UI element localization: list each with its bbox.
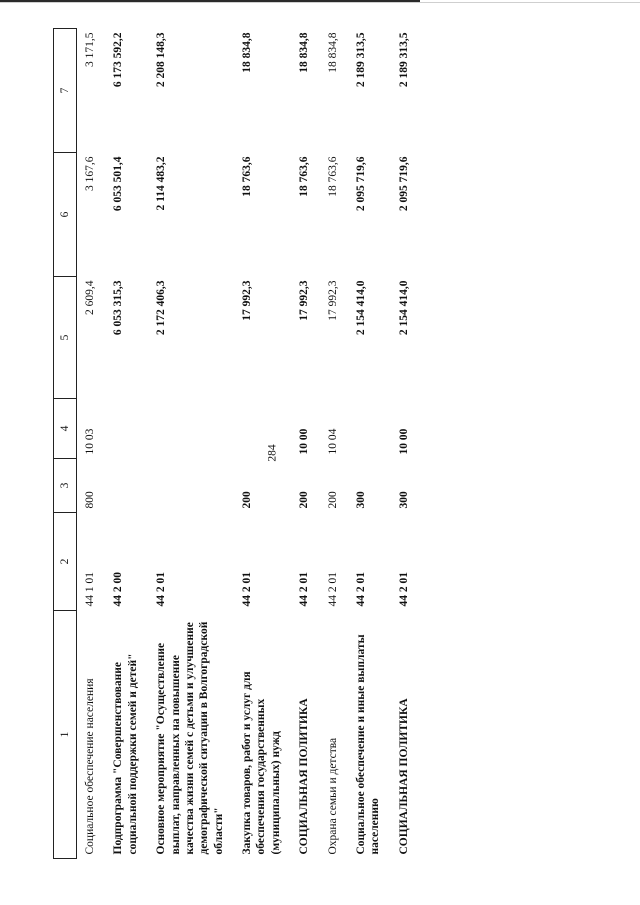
row-amount-col5: 2 154 414,0 (354, 280, 367, 336)
row-section-code: 10 04 (326, 428, 339, 455)
row-name: СОЦИАЛЬНАЯ ПОЛИТИКА (298, 698, 311, 855)
scan-edge-line-secondary (0, 2, 640, 3)
row-expense-type: 800 (84, 491, 96, 509)
row-amount-col5: 17 992,3 (241, 280, 253, 321)
row-name: Подпрограмма "Совершенствование социальной поддержки семей и детей" (112, 653, 139, 855)
row-amount-col5: 2 172 406,3 (155, 280, 168, 336)
table-row (234, 29, 291, 859)
row-expense-type: 200 (241, 491, 253, 509)
row-amount-col7: 6 173 592,2 (112, 32, 125, 88)
header-col-5: 5 (54, 277, 77, 399)
row-section-code: 10 03 (84, 428, 96, 455)
row-name: Основное мероприятие "Осуществление выплат, направленных на повышение качества жизни семей с детьми и улучшение демографической ситуации в Волгоградской области" (155, 621, 225, 855)
row-name: Социальное обеспечение населения (84, 678, 96, 855)
row-amount-col6: 2 095 719,6 (397, 156, 410, 212)
row-expense-type: 200 (326, 491, 339, 509)
table-row (320, 29, 348, 859)
row-name: СОЦИАЛЬНАЯ ПОЛИТИКА (397, 698, 410, 855)
table-row (348, 29, 391, 859)
row-amount-col5: 6 053 315,3 (112, 280, 125, 336)
row-amount-col5: 17 992,3 (326, 280, 339, 321)
row-program-code: 44 2 01 (397, 572, 410, 607)
row-section-code (348, 399, 391, 459)
row-amount-col6: 2 095 719,6 (354, 156, 367, 212)
row-section-code (148, 399, 234, 459)
table-row (291, 29, 319, 859)
row-expense-type: 300 (397, 491, 410, 509)
row-amount-col7: 2 189 313,5 (397, 32, 410, 88)
row-section-code (105, 399, 148, 459)
row-amount-col6: 3 167,6 (84, 156, 96, 191)
header-col-6: 6 (54, 153, 77, 277)
row-amount-col6: 18 763,6 (326, 156, 339, 197)
row-name: Социальное обеспечение и иные выплаты населению (354, 634, 382, 855)
row-program-code: 44 2 01 (354, 572, 367, 607)
row-program-code: 44 1 01 (84, 572, 96, 607)
row-amount-col7: 18 834,8 (298, 32, 311, 73)
table-row (105, 29, 148, 859)
row-program-code: 44 2 01 (155, 572, 168, 607)
table-row (77, 29, 106, 859)
row-amount-col5: 2 609,4 (84, 280, 96, 315)
row-amount-col7: 18 834,8 (241, 32, 253, 73)
row-amount-col7: 3 171,5 (84, 32, 96, 67)
row-amount-col6: 18 763,6 (241, 156, 253, 197)
table-body (77, 29, 420, 859)
row-program-code: 44 2 00 (112, 572, 125, 607)
row-amount-col7: 18 834,8 (326, 32, 339, 73)
rotated-budget-sheet (53, 29, 583, 859)
row-section-code: 10 00 (397, 428, 410, 455)
row-amount-col5: 2 154 414,0 (397, 280, 410, 336)
header-row (54, 29, 77, 859)
row-amount-col7: 2 189 313,5 (354, 32, 367, 88)
budget-table (53, 28, 419, 859)
row-program-code: 44 2 01 (241, 572, 253, 607)
row-amount-col6: 2 114 483,2 (155, 156, 168, 211)
header-col-4: 4 (54, 399, 77, 459)
row-section-code: 10 00 (298, 428, 311, 455)
header-col-3: 3 (54, 459, 77, 513)
row-name: Закупка товаров, работ и услуг для обеспечения государственных (муниципальных) нужд (241, 671, 282, 855)
header-col-1: 1 (54, 611, 77, 859)
header-col-7: 7 (54, 29, 77, 153)
page-number-text: 284 (267, 444, 279, 462)
row-name: Охрана семьи и детства (326, 737, 339, 855)
row-program-code: 44 2 01 (326, 572, 339, 607)
table-row (391, 29, 419, 859)
row-expense-type: 300 (354, 491, 367, 509)
row-amount-col6: 6 053 501,4 (112, 156, 125, 212)
table-header (54, 29, 77, 859)
row-amount-col7: 2 208 148,3 (155, 32, 168, 88)
row-expense-type: 200 (298, 491, 311, 509)
row-expense-type (148, 459, 234, 513)
header-col-2: 2 (54, 513, 77, 611)
row-section-code (234, 399, 291, 462)
row-expense-type (105, 459, 148, 513)
table-row (148, 29, 234, 859)
row-amount-col6: 18 763,6 (298, 156, 311, 197)
row-amount-col5: 17 992,3 (298, 280, 311, 321)
row-program-code: 44 2 01 (298, 572, 311, 607)
